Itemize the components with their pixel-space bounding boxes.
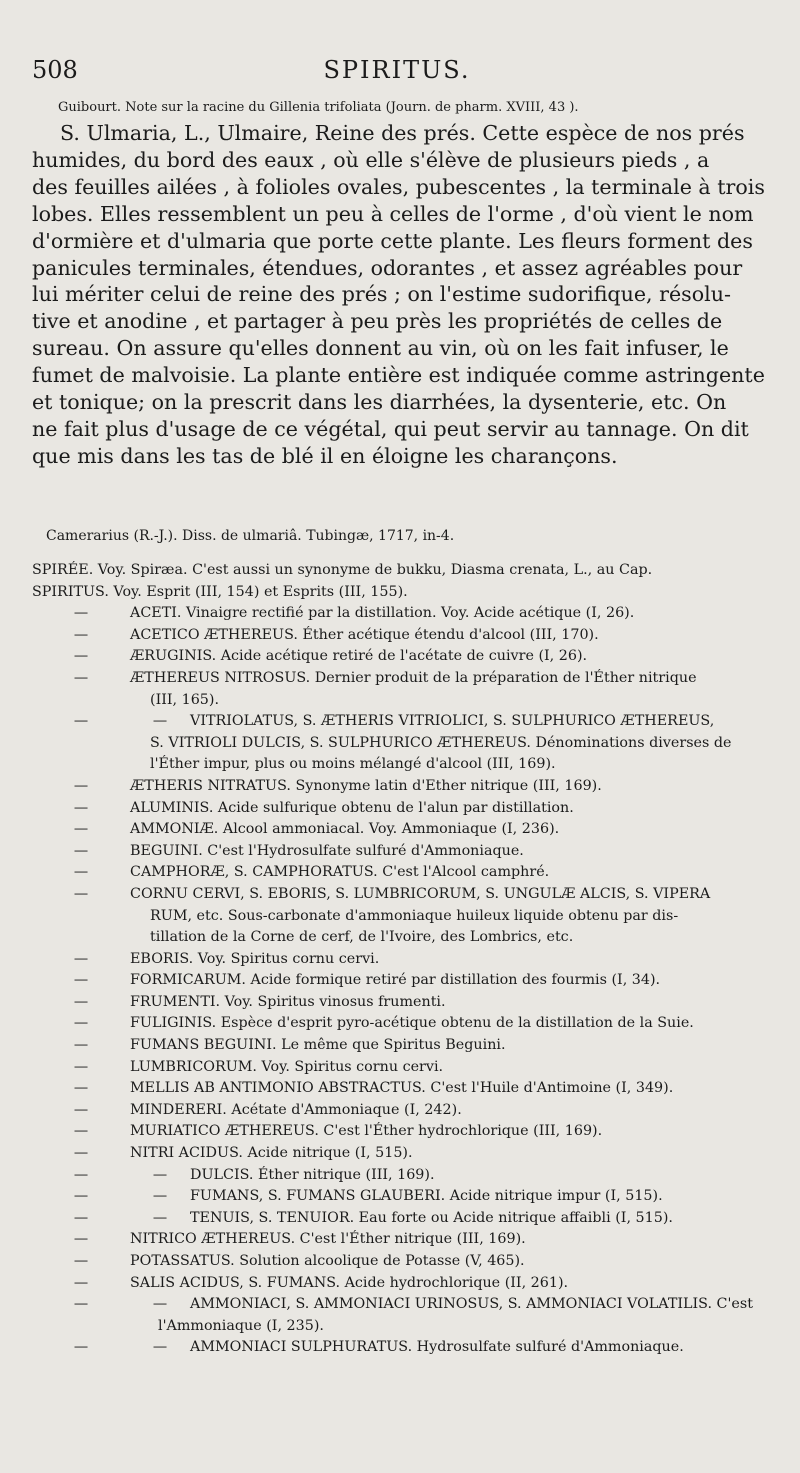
entry-row	[32, 1035, 772, 1057]
entry-text: DULCIS. Éther nitrique (III, 169).	[190, 1166, 435, 1183]
entry-row	[32, 884, 772, 906]
entry-dash: —	[73, 669, 89, 686]
entry-subdash: —	[152, 1166, 168, 1183]
entry-row	[32, 1057, 772, 1079]
entry-row	[32, 949, 772, 971]
entry-text: S. VITRIOLI DULCIS, S. SULPHURICO ÆTHEREUS. Dénominations diverses de	[150, 734, 732, 751]
entry-dash: —	[73, 1145, 89, 1162]
entry-text: BEGUINI. C'est l'Hydrosulfate sulfuré d'Ammoniaque.	[130, 842, 524, 859]
entry-text: tillation de la Corne de cerf, de l'Ivoire, des Lombrics, etc.	[150, 929, 574, 946]
entry-row	[32, 1143, 772, 1165]
entry-dash: —	[73, 777, 89, 794]
entry-dash: —	[73, 1166, 89, 1183]
entry-dash: —	[73, 1339, 89, 1356]
paragraph-line: et tonique; on la prescrit dans les diarrhées, la dysenterie, etc. On	[32, 390, 727, 415]
entry-text: AMMONIACI SULPHURATUS. Hydrosulfate sulfuré d'Ammoniaque.	[190, 1339, 684, 1356]
entry-text: SALIS ACIDUS, S. FUMANS. Acide hydrochlorique (II, 261).	[130, 1274, 569, 1291]
entry-dash: —	[73, 1296, 89, 1313]
entry-dash: —	[73, 605, 89, 622]
page-header	[32, 56, 762, 90]
entry-row	[32, 1100, 772, 1122]
entry-text: VITRIOLATUS, S. ÆTHERIS VITRIOLICI, S. SULPHURICO ÆTHEREUS,	[190, 713, 715, 730]
entry-dash: —	[73, 713, 89, 730]
entry-text: NITRI ACIDUS. Acide nitrique (I, 515).	[130, 1145, 413, 1162]
entry-dash: —	[73, 1274, 89, 1291]
entry-text: LUMBRICORUM. Voy. Spiritus cornu cervi.	[130, 1058, 444, 1075]
entry-text: (III, 165).	[150, 691, 220, 708]
entry-text: FUMANS BEGUINI. Le même que Spiritus Beguini.	[130, 1037, 506, 1054]
entry-row	[32, 992, 772, 1014]
entry-dash: —	[73, 885, 89, 902]
entry-row	[32, 819, 772, 841]
entry-row	[32, 927, 772, 949]
entry-row	[32, 862, 772, 884]
entry-subdash: —	[152, 1188, 168, 1205]
entry-text: AMMONIÆ. Alcool ammoniacal. Voy. Ammoniaque (I, 236).	[130, 821, 560, 838]
entry-row	[32, 711, 772, 733]
entry-text: ACETI. Vinaigre rectifié par la distillation. Voy. Acide acétique (I, 26).	[130, 605, 635, 622]
paragraph-line: que mis dans les tas de blé il en éloigne les charançons.	[32, 443, 618, 468]
entry-text: ALUMINIS. Acide sulfurique obtenu de l'alun par distillation.	[130, 799, 574, 816]
entry-row	[32, 1186, 772, 1208]
paragraph-line: d'ormière et d'ulmaria que porte cette plante. Les fleurs forment des	[32, 228, 753, 253]
entry-dash: —	[73, 1015, 89, 1032]
entry-dash: —	[73, 842, 89, 859]
reference-note: Guibourt. Note sur la racine du Gillenia trifoliata (Journ. de pharm. XVIII, 43 ).	[58, 100, 579, 115]
entry-row	[32, 798, 772, 820]
page-number: 508	[32, 56, 78, 84]
entry-dash: —	[73, 864, 89, 881]
entry-dash: —	[73, 993, 89, 1010]
entry-row	[32, 1165, 772, 1187]
entry-text: NITRICO ÆTHEREUS. C'est l'Éther nitrique (III, 169).	[130, 1231, 526, 1248]
citation: Camerarius (R.-J.). Diss. de ulmariâ. Tubingæ, 1717, in-4.	[46, 528, 455, 544]
entry-dash: —	[73, 1188, 89, 1205]
entry-text: MINDERERI. Acétate d'Ammoniaque (I, 242).	[130, 1101, 462, 1118]
entry-text: AMMONIACI, S. AMMONIACI URINOSUS, S. AMMONIACI VOLATILIS. C'est	[190, 1296, 753, 1313]
entry-text: FRUMENTI. Voy. Spiritus vinosus frumenti.	[130, 993, 446, 1010]
entry-text: ÆTHEREUS NITROSUS. Dernier produit de la préparation de l'Éther nitrique	[130, 669, 697, 686]
entry-row	[32, 1229, 772, 1251]
entry-dash: —	[73, 648, 89, 665]
running-title: SPIRITUS.	[323, 56, 471, 84]
entry-text: l'Éther impur, plus ou moins mélangé d'alcool (III, 169).	[150, 756, 556, 773]
entry-dash: —	[73, 950, 89, 967]
entry-dash: —	[73, 1080, 89, 1097]
paragraph-line: panicules terminales, étendues, odorantes , et assez agréables pour	[32, 255, 743, 280]
entry-row	[32, 1013, 772, 1035]
entry-text: CAMPHORÆ, S. CAMPHORATUS. C'est l'Alcool camphré.	[130, 864, 550, 881]
entry-row	[32, 970, 772, 992]
entry-subdash: —	[152, 1296, 168, 1313]
paragraph-line: tive et anodine , et partager à peu près les propriétés de celles de	[32, 309, 723, 334]
entry-dash: —	[73, 1037, 89, 1054]
entry-row	[32, 1208, 772, 1230]
entry-row	[32, 1251, 772, 1273]
entry-row	[32, 906, 772, 928]
entry-row	[32, 690, 772, 712]
spiritus-entries-list	[32, 560, 772, 1359]
entry-text: FUMANS, S. FUMANS GLAUBERI. Acide nitrique impur (I, 515).	[190, 1188, 663, 1205]
entry-row	[32, 733, 772, 755]
paragraph-line: ne fait plus d'usage de ce végétal, qui peut servir au tannage. On dit	[32, 416, 749, 441]
entry-row	[32, 1121, 772, 1143]
entry-text: POTASSATUS. Solution alcoolique de Potasse (V, 465).	[130, 1253, 525, 1269]
entry-row	[32, 841, 772, 863]
entry-row	[32, 603, 772, 625]
entry-text: ÆRUGINIS. Acide acétique retiré de l'acétate de cuivre (I, 26).	[130, 648, 588, 665]
entry-text: MELLIS AB ANTIMONIO ABSTRACTUS. C'est l'Huile d'Antimoine (I, 349).	[130, 1080, 674, 1097]
entry-dash: —	[73, 799, 89, 816]
entry-dash: —	[73, 1231, 89, 1248]
entry-row	[32, 754, 772, 776]
entry-dash: —	[73, 821, 89, 838]
entry-subdash: —	[152, 1339, 168, 1356]
entry-row	[32, 668, 772, 690]
entry-dash: —	[73, 1209, 89, 1226]
entry-text: SPIRITUS. Voy. Esprit (III, 154) et Esprits (III, 155).	[32, 583, 408, 600]
entry-row	[32, 1294, 772, 1316]
entry-row	[32, 582, 772, 604]
entry-row	[32, 560, 772, 582]
entry-text: ACETICO ÆTHEREUS. Éther acétique étendu d'alcool (III, 170).	[130, 626, 599, 643]
paragraph-line: lui mériter celui de reine des prés ; on l'estime sudorifique, résolu-	[32, 282, 731, 307]
entry-text: EBORIS. Voy. Spiritus cornu cervi.	[130, 950, 380, 967]
entry-dash: —	[73, 1253, 89, 1269]
entry-text: FULIGINIS. Espèce d'esprit pyro-acétique obtenu de la distillation de la Suie.	[130, 1015, 694, 1032]
entry-text: TENUIS, S. TENUIOR. Eau forte ou Acide nitrique affaibli (I, 515).	[190, 1209, 673, 1226]
paragraph-line: humides, du bord des eaux , où elle s'élève de plusieurs pieds , a	[32, 147, 710, 172]
entry-text: MURIATICO ÆTHEREUS. C'est l'Éther hydrochlorique (III, 169).	[130, 1123, 603, 1140]
entry-row	[32, 1337, 772, 1359]
entry-dash: —	[73, 1123, 89, 1140]
entry-row	[32, 625, 772, 647]
entry-dash: —	[73, 1058, 89, 1075]
entry-row	[32, 646, 772, 668]
entry-text: CORNU CERVI, S. EBORIS, S. LUMBRICORUM, S. UNGULÆ ALCIS, S. VIPERA	[130, 885, 711, 902]
entry-text: SPIRÉE. Voy. Spiræa. C'est aussi un synonyme de bukku, Diasma crenata, L., au Cap.	[32, 562, 653, 578]
entry-text: RUM, etc. Sous-carbonate d'ammoniaque huileux liquide obtenu par dis-	[150, 907, 679, 924]
entry-subdash: —	[152, 1209, 168, 1226]
paragraph-line: lobes. Elles ressemblent un peu à celles de l'orme , d'où vient le nom	[32, 201, 754, 226]
entry-text: l'Ammoniaque (I, 235).	[158, 1317, 324, 1334]
paragraph-line: S. Ulmaria, L., Ulmaire, Reine des prés. Cette espèce de nos prés	[60, 121, 745, 145]
entry-subdash: —	[152, 713, 168, 730]
entry-row	[32, 1273, 772, 1295]
paragraph-line: des feuilles ailées , à folioles ovales, pubescentes , la terminale à trois	[32, 174, 765, 199]
entry-row	[32, 1078, 772, 1100]
entry-text: ÆTHERIS NITRATUS. Synonyme latin d'Ether nitrique (III, 169).	[130, 777, 602, 794]
entry-dash: —	[73, 626, 89, 643]
paragraph-line: sureau. On assure qu'elles donnent au vin, où on les fait infuser, le	[32, 336, 729, 361]
entry-text: FORMICARUM. Acide formique retiré par distillation des fourmis (I, 34).	[130, 972, 661, 989]
paragraph-line: fumet de malvoisie. La plante entière est indiquée comme astringente	[32, 363, 765, 388]
entry-dash: —	[73, 1101, 89, 1118]
entry-row	[32, 1316, 772, 1338]
main-paragraph	[32, 120, 765, 470]
entry-dash: —	[73, 972, 89, 989]
entry-row	[32, 776, 772, 798]
